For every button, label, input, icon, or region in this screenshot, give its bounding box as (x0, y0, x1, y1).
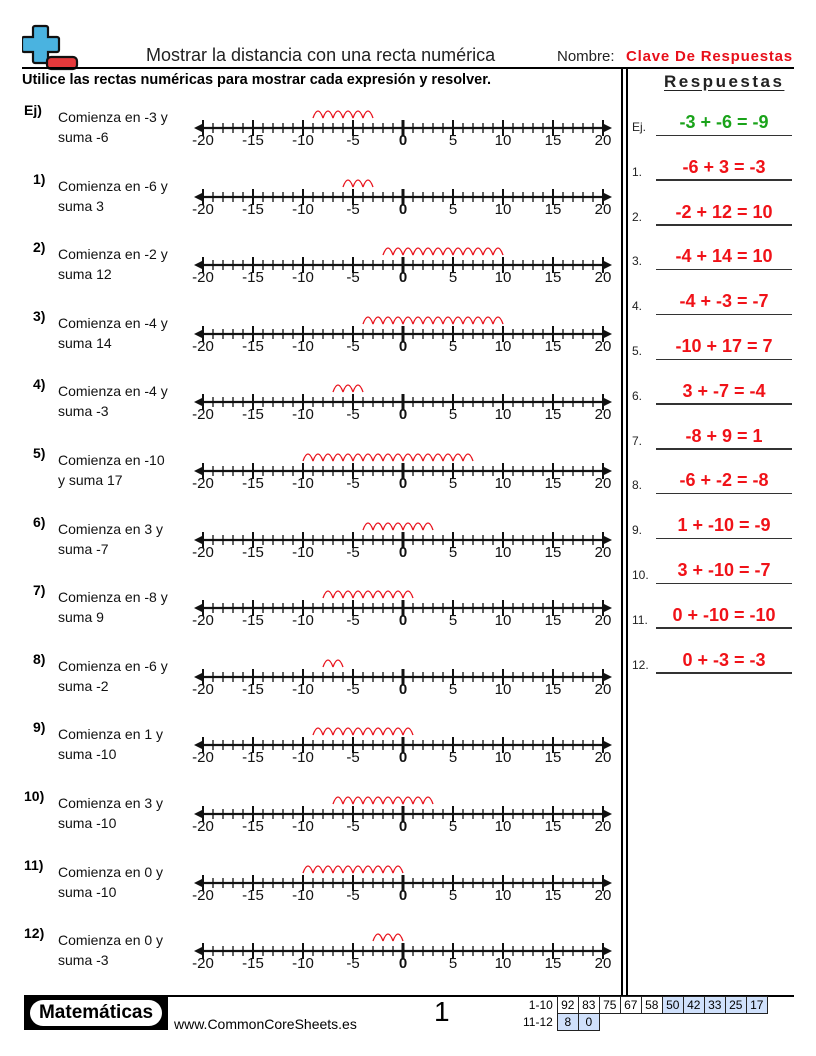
score-cell: 58 (641, 997, 662, 1014)
tick-label: 0 (398, 132, 408, 149)
tick-label: 5 (448, 337, 458, 355)
tick-label: 15 (544, 955, 562, 973)
tick-label: 10 (494, 406, 512, 424)
problem-number: 12) (24, 925, 45, 942)
answer-number: 10. (632, 568, 649, 582)
tick-label: 20 (594, 543, 612, 561)
answer-text: -8 + 9 = 1 (685, 425, 763, 446)
tick-label: -20 (192, 612, 214, 630)
tick-label: -20 (192, 955, 214, 973)
answer-underline (656, 403, 792, 405)
tick-label: -20 (192, 475, 214, 492)
jump-arcs (383, 248, 503, 255)
answer-text: -6 + 3 = -3 (682, 156, 766, 177)
tick-label: 10 (494, 612, 512, 630)
tick-label: -15 (242, 269, 264, 287)
jump-arcs (303, 454, 473, 461)
answer-underline (656, 359, 792, 361)
problem-text-line: Comienza en 3 y (58, 795, 164, 811)
tick-label: -5 (346, 749, 360, 767)
tick-label: 5 (448, 543, 458, 561)
problem-text (58, 450, 193, 490)
answer-row (632, 324, 794, 360)
tick-label: -5 (346, 200, 360, 218)
jump-arcs (373, 934, 403, 941)
problem-text-line: suma -10 (58, 815, 117, 831)
answer-underline (656, 538, 792, 540)
tick-label: 5 (448, 132, 458, 149)
tick-label: -20 (192, 406, 214, 424)
problem-number: Ej) (24, 102, 42, 118)
tick-label: 15 (544, 886, 562, 904)
tick-label: 5 (448, 475, 458, 492)
tick-label: 15 (544, 543, 562, 561)
score-cell: 83 (578, 997, 599, 1014)
score-row (520, 1014, 767, 1031)
answer-text: -4 + -3 = -7 (679, 291, 769, 312)
tick-label: -20 (192, 818, 214, 835)
answer-number: Ej. (632, 120, 647, 134)
tick-label: 10 (494, 200, 512, 218)
tick-label: 0 (398, 200, 408, 218)
tick-label: 10 (494, 132, 512, 149)
tick-label: -5 (346, 680, 360, 698)
worksheet-title: Mostrar la distancia con una recta numérica (146, 45, 496, 65)
tick-label: 15 (544, 269, 562, 287)
tick-label: 5 (448, 818, 458, 835)
problem-text (58, 313, 193, 353)
problem-text-line: suma -2 (58, 677, 109, 694)
tick-label: 10 (494, 543, 512, 561)
answer-number: 8. (632, 478, 643, 493)
answer-underline (656, 269, 792, 271)
answer-number: 2. (632, 209, 643, 224)
number-line (190, 512, 620, 576)
problem-text (58, 656, 193, 696)
tick-label: 15 (544, 818, 562, 835)
tick-label: -20 (192, 337, 214, 355)
tick-label: -20 (192, 543, 214, 561)
answer-underline (656, 224, 792, 226)
tick-label: -10 (292, 269, 314, 287)
problem-text (58, 176, 193, 216)
problem-text-line: Comienza en -6 y (58, 657, 168, 674)
number-line (190, 923, 620, 987)
problem-text-line: suma 9 (58, 609, 104, 626)
tick-label: -15 (242, 818, 264, 835)
problem-text (58, 244, 193, 284)
tick-label: 20 (594, 612, 612, 630)
problem-text-line: Comienza en -4 y (58, 314, 168, 331)
answer-underline (656, 493, 792, 495)
problem-text-line: suma -10 (58, 883, 117, 900)
tick-label: -5 (346, 818, 360, 835)
number-line (190, 237, 620, 301)
answers-heading: Respuestas (664, 72, 785, 91)
page-number: 1 (434, 996, 450, 1027)
tick-label: 10 (494, 475, 512, 492)
answer-row (632, 279, 794, 315)
answer-number: 4. (632, 299, 643, 314)
problem-text-line: suma -3 (58, 403, 109, 420)
column-divider (621, 68, 623, 995)
score-table (520, 996, 768, 1031)
header-divider (22, 67, 794, 69)
answer-text: -10 + 17 = 7 (675, 336, 773, 356)
tick-label: -15 (242, 406, 264, 424)
tick-label: -10 (292, 680, 314, 698)
tick-label: 0 (398, 269, 408, 287)
answer-text: 0 + -3 = -3 (682, 649, 766, 670)
answer-underline (656, 627, 792, 629)
problem-number: 11) (24, 856, 44, 873)
tick-label: -15 (242, 955, 264, 973)
problem-number: 7) (33, 582, 46, 599)
tick-label: -10 (292, 955, 314, 973)
tick-label: 5 (448, 955, 458, 973)
name-label: Nombre: (557, 48, 615, 65)
tick-label: 10 (494, 269, 512, 287)
problem-text-line: Comienza en -3 y (58, 109, 168, 125)
tick-label: 0 (398, 406, 408, 424)
problem-text (58, 862, 193, 902)
tick-label: 0 (398, 955, 408, 973)
answer-number: 12. (632, 657, 649, 672)
problem-text (58, 587, 193, 627)
problem-number: 8) (33, 650, 46, 667)
tick-label: -5 (346, 612, 360, 630)
answer-text: 3 + -10 = -7 (677, 560, 771, 580)
problem-number: 9) (33, 719, 46, 736)
tick-label: 0 (398, 886, 408, 904)
answer-row (632, 100, 794, 136)
problem-text-line: suma -10 (58, 746, 117, 763)
tick-label: 20 (594, 337, 612, 355)
answer-underline (656, 314, 792, 316)
tick-label: -5 (346, 886, 360, 904)
problem-text-line: Comienza en -8 y (58, 589, 168, 606)
tick-label: 10 (494, 955, 512, 973)
tick-label: -20 (192, 200, 214, 218)
tick-label: 0 (398, 680, 408, 698)
tick-label: -15 (242, 680, 264, 698)
number-line (190, 100, 620, 164)
instructions: Utilice las rectas numéricas para mostrar cada expresión y resolver. (22, 72, 492, 88)
tick-label: -5 (346, 337, 360, 355)
score-cell: 50 (662, 997, 683, 1014)
problem-text-line: Comienza en -4 y (58, 383, 168, 400)
tick-label: -10 (292, 200, 314, 218)
tick-label: 10 (494, 886, 512, 904)
jump-arcs (363, 523, 433, 530)
name-value: Clave De Respuestas (626, 48, 793, 65)
jump-arcs (323, 660, 343, 667)
answer-row (632, 503, 794, 539)
problem-text-line: suma -6 (58, 129, 109, 145)
score-cell: 25 (725, 997, 746, 1014)
problem-number: 10) (24, 788, 45, 804)
tick-label: 20 (594, 886, 612, 904)
number-line (190, 786, 620, 850)
number-line (190, 306, 620, 370)
answer-row (632, 369, 794, 405)
problem-text-line: suma -3 (58, 952, 109, 969)
problem-text (58, 519, 193, 559)
answer-row (632, 234, 794, 270)
answer-number: 5. (632, 344, 643, 358)
problem-text-line: Comienza en 1 y (58, 726, 164, 743)
tick-label: 5 (448, 749, 458, 767)
problem-text (58, 381, 193, 421)
tick-label: 5 (448, 269, 458, 287)
problem-text-line: Comienza en 3 y (58, 520, 164, 537)
answer-row (632, 638, 794, 674)
tick-label: 15 (544, 132, 562, 149)
score-cell: 42 (683, 997, 704, 1014)
answer-row (632, 145, 794, 181)
answer-row (632, 458, 794, 494)
score-range: 1-10 (528, 998, 553, 1012)
answer-text: 1 + -10 = -9 (677, 515, 771, 536)
answer-text: -3 + -6 = -9 (679, 112, 769, 132)
website-link[interactable]: www.CommonCoreSheets.es (174, 1016, 357, 1032)
tick-label: -10 (292, 749, 314, 767)
problem-number: 5) (33, 445, 46, 461)
tick-label: -10 (292, 543, 314, 561)
tick-label: -15 (242, 475, 264, 492)
answer-underline (656, 179, 792, 181)
problem-number: 6) (33, 513, 46, 530)
tick-label: -15 (242, 543, 264, 561)
tick-label: -20 (192, 680, 214, 698)
jump-arcs (333, 797, 433, 804)
tick-label: 15 (544, 612, 562, 630)
tick-label: -15 (242, 749, 264, 767)
answer-text: -4 + 14 = 10 (675, 246, 773, 267)
problem-text (58, 930, 193, 970)
score-cell: 0 (578, 1014, 599, 1031)
tick-label: 5 (448, 200, 458, 218)
tick-label: 10 (494, 818, 512, 835)
tick-label: 0 (398, 543, 408, 561)
number-line (190, 443, 620, 507)
problem-text-line: suma -7 (58, 540, 109, 557)
score-cell: 8 (557, 1014, 578, 1031)
answer-text: 0 + -10 = -10 (672, 604, 776, 625)
tick-label: -5 (346, 955, 360, 973)
brand-label: Matemáticas (30, 1000, 162, 1026)
answer-underline (656, 448, 792, 450)
problem-text-line: suma 12 (58, 266, 112, 283)
problem-text-line: Comienza en -10 (58, 452, 165, 468)
tick-label: -15 (242, 132, 264, 149)
answer-row (632, 548, 794, 584)
tick-label: 15 (544, 680, 562, 698)
problem-text-line: Comienza en -2 y (58, 246, 168, 263)
answer-number: 3. (632, 254, 643, 269)
problem-text-line: Comienza en 0 y (58, 932, 164, 949)
tick-label: 15 (544, 337, 562, 355)
tick-label: -10 (292, 132, 314, 149)
tick-label: 5 (448, 612, 458, 630)
tick-label: 20 (594, 749, 612, 767)
tick-label: -15 (242, 886, 264, 904)
problem-text-line: Comienza en 0 y (58, 863, 164, 880)
tick-label: 20 (594, 955, 612, 973)
answer-row (632, 190, 794, 226)
tick-label: -15 (242, 337, 264, 355)
tick-label: 10 (494, 337, 512, 355)
number-line (190, 169, 620, 233)
answer-row (632, 414, 794, 450)
answer-number: 9. (632, 523, 643, 538)
score-cell: 33 (704, 997, 725, 1014)
tick-label: 20 (594, 475, 612, 492)
tick-label: -20 (192, 269, 214, 287)
answer-number: 11. (632, 612, 648, 627)
answer-number: 7. (632, 433, 643, 448)
tick-label: 5 (448, 680, 458, 698)
number-line (190, 580, 620, 644)
tick-label: 0 (398, 818, 408, 835)
score-cell: 92 (557, 997, 578, 1014)
tick-label: 10 (494, 749, 512, 767)
score-cell: 75 (599, 997, 620, 1014)
tick-label: 5 (448, 406, 458, 424)
number-line (190, 374, 620, 438)
tick-label: 20 (594, 132, 612, 149)
tick-label: 20 (594, 818, 612, 835)
jump-arcs (323, 591, 413, 598)
tick-label: -5 (346, 132, 360, 149)
problem-text (58, 793, 193, 833)
tick-label: -5 (346, 475, 360, 492)
answer-row (632, 593, 794, 629)
tick-label: 20 (594, 269, 612, 287)
tick-label: 20 (594, 406, 612, 424)
jump-arcs (333, 385, 363, 392)
tick-label: 0 (398, 475, 408, 492)
problem-text-line: y suma 17 (58, 472, 123, 488)
answer-text: 3 + -7 = -4 (682, 380, 766, 401)
tick-label: 0 (398, 612, 408, 630)
math-logo-icon (22, 24, 82, 72)
problem-number: 3) (33, 307, 46, 324)
score-range: 11-12 (523, 1015, 553, 1029)
jump-arcs (313, 728, 413, 735)
score-cell: 67 (620, 997, 641, 1014)
number-line (190, 717, 620, 781)
tick-label: 5 (448, 886, 458, 904)
tick-label: 15 (544, 749, 562, 767)
jump-arcs (303, 866, 403, 873)
number-line (190, 649, 620, 713)
tick-label: 0 (398, 337, 408, 355)
tick-label: -10 (292, 612, 314, 630)
tick-label: -15 (242, 200, 264, 218)
number-line (190, 855, 620, 919)
tick-label: -10 (292, 337, 314, 355)
problem-text (58, 107, 193, 147)
tick-label: -15 (242, 612, 264, 630)
jump-arcs (363, 317, 503, 324)
jump-arcs (343, 180, 373, 187)
answer-text: -2 + 12 = 10 (675, 201, 773, 222)
tick-label: 15 (544, 475, 562, 492)
problem-number: 4) (33, 376, 46, 393)
tick-label: 0 (398, 749, 408, 767)
problem-text-line: suma 3 (58, 197, 104, 214)
tick-label: -10 (292, 475, 314, 492)
column-divider (626, 68, 628, 995)
tick-label: 15 (544, 200, 562, 218)
problem-number: 1) (33, 170, 46, 187)
answer-underline (656, 135, 792, 137)
tick-label: 20 (594, 680, 612, 698)
tick-label: -20 (192, 132, 214, 149)
score-row (520, 997, 767, 1014)
tick-label: 20 (594, 200, 612, 218)
tick-label: -5 (346, 543, 360, 561)
score-cell: 17 (746, 997, 767, 1014)
jump-arcs (313, 111, 373, 118)
tick-label: -10 (292, 886, 314, 904)
problem-number: 2) (33, 239, 46, 256)
answer-text: -6 + -2 = -8 (679, 470, 769, 491)
tick-label: 10 (494, 680, 512, 698)
problem-text-line: suma 14 (58, 334, 112, 351)
tick-label: -20 (192, 749, 214, 767)
tick-label: -5 (346, 269, 360, 287)
tick-label: -20 (192, 886, 214, 904)
answer-underline (656, 672, 792, 674)
tick-label: -10 (292, 818, 314, 835)
tick-label: 15 (544, 406, 562, 424)
answer-number: 6. (632, 388, 643, 403)
problem-text-line: Comienza en -6 y (58, 177, 168, 194)
tick-label: -10 (292, 406, 314, 424)
answer-number: 1. (632, 164, 643, 179)
tick-label: -5 (346, 406, 360, 424)
answer-underline (656, 583, 792, 585)
problem-text (58, 724, 193, 764)
